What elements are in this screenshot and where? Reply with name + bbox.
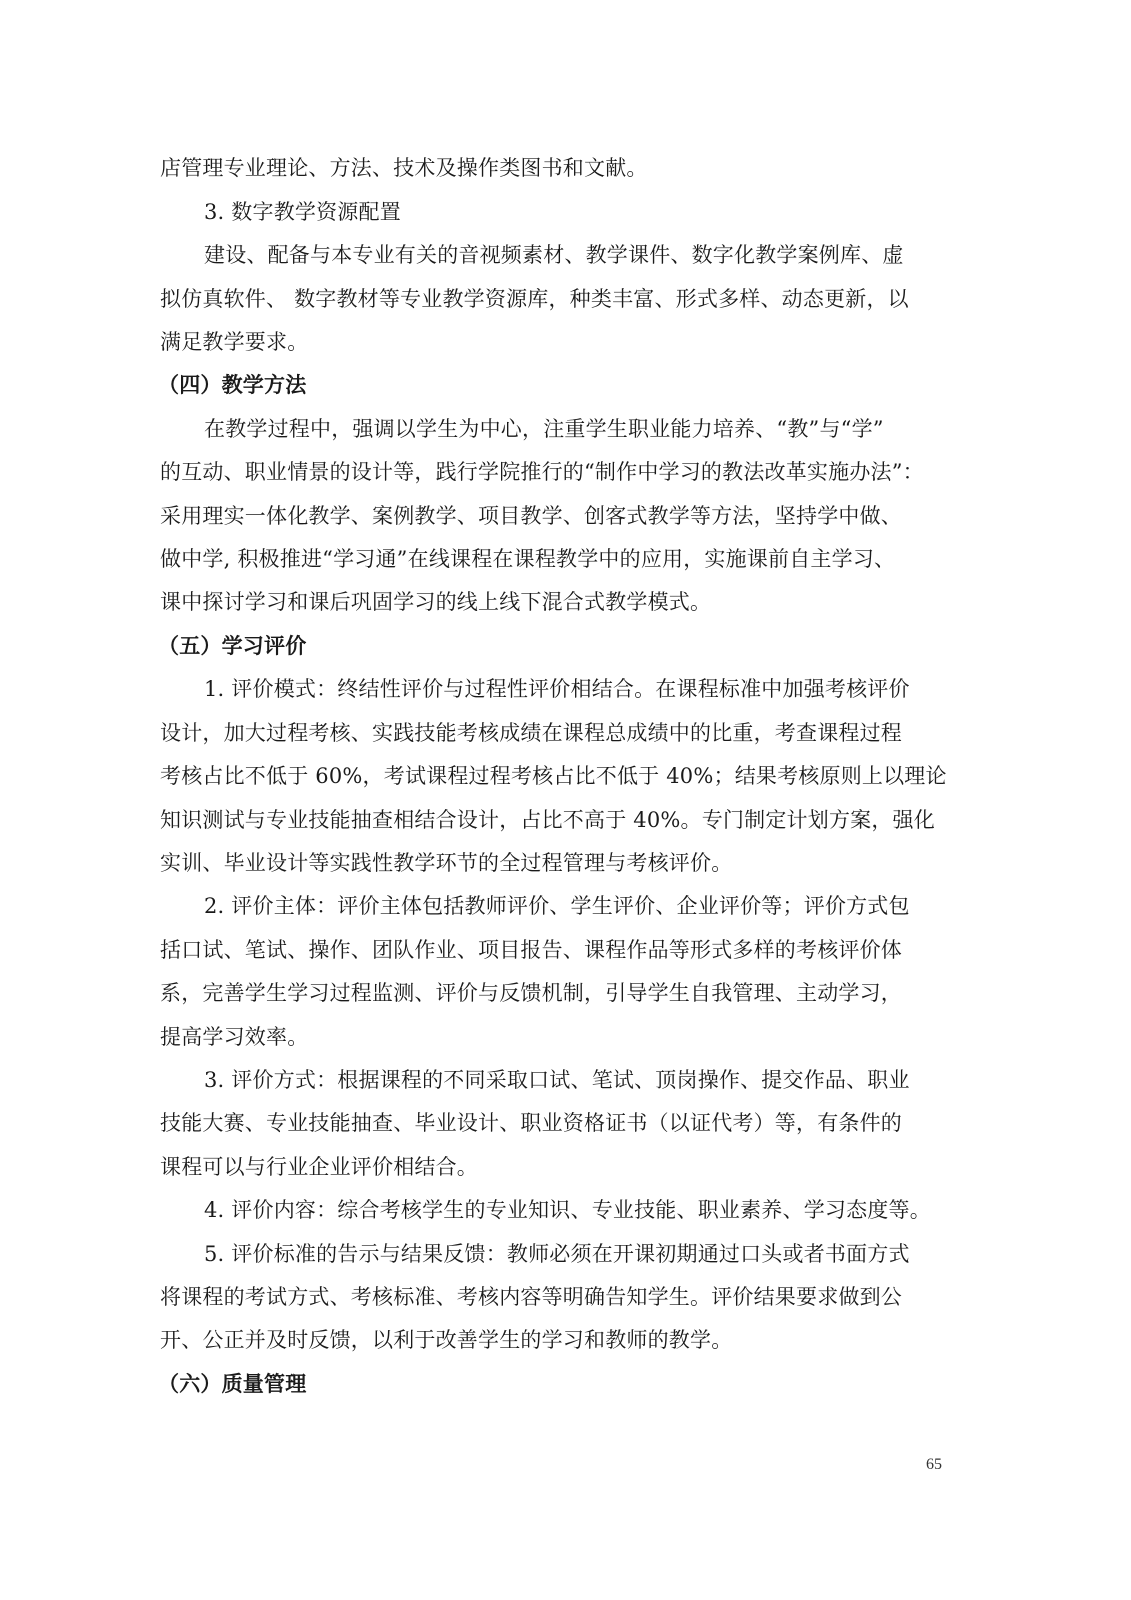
- paragraph-line: 在教学过程中，强调以学生为中心，注重学生职业能力培养、“教”与“学”: [204, 417, 884, 441]
- paragraph-line: 建设、配备与本专业有关的音视频素材、教学课件、数字化教学案例库、虚: [204, 243, 904, 267]
- paragraph-line: 将课程的考试方式、考核标准、考核内容等明确告知学生。评价结果要求做到公: [160, 1285, 902, 1309]
- page-number: 65: [926, 1456, 942, 1473]
- paragraph-line: 4. 评价内容：综合考核学生的专业知识、专业技能、职业素养、学习态度等。: [204, 1198, 931, 1222]
- paragraph-line: 考核占比不低于 60%，考试课程过程考核占比不低于 40%；结果考核原则上以理论: [160, 764, 947, 788]
- paragraph-line: 知识测试与专业技能抽查相结合设计，占比不高于 40%。专门制定计划方案，强化: [160, 808, 935, 832]
- section-heading: （六）质量管理: [158, 1372, 307, 1396]
- paragraph-line: 做中学, 积极推进“学习通”在线课程在课程教学中的应用，实施课前自主学习、: [160, 547, 896, 571]
- subsection-heading: 3. 数字教学资源配置: [204, 200, 401, 224]
- paragraph-line: 3. 评价方式：根据课程的不同采取口试、笔试、顶岗操作、提交作品、职业: [204, 1068, 910, 1092]
- paragraph-line: 系，完善学生学习过程监测、评价与反馈机制，引导学生自我管理、主动学习，: [160, 981, 902, 1005]
- section-heading: （四）教学方法: [158, 373, 307, 397]
- paragraph-line: 的互动、职业情景的设计等，践行学院推行的“制作中学习的教法改革实施办法”：: [160, 460, 924, 484]
- paragraph-line: 店管理专业理论、方法、技术及操作类图书和文献。: [160, 156, 648, 180]
- paragraph-line: 拟仿真软件、 数字教材等专业教学资源库，种类丰富、形式多样、动态更新，以: [160, 287, 909, 311]
- paragraph-line: 5. 评价标准的告示与结果反馈：教师必须在开课初期通过口头或者书面方式: [204, 1242, 910, 1266]
- paragraph-line: 采用理实一体化教学、案例教学、项目教学、创客式教学等方法，坚持学中做、: [160, 504, 902, 528]
- paragraph-line: 满足教学要求。: [160, 330, 309, 354]
- paragraph-line: 实训、毕业设计等实践性教学环节的全过程管理与考核评价。: [160, 851, 733, 875]
- paragraph-line: 开、公正并及时反馈，以利于改善学生的学习和教师的教学。: [160, 1328, 733, 1352]
- section-heading: （五）学习评价: [158, 634, 307, 658]
- paragraph-line: 2. 评价主体：评价主体包括教师评价、学生评价、企业评价等；评价方式包: [204, 894, 910, 918]
- paragraph-line: 课中探讨学习和课后巩固学习的线上线下混合式教学模式。: [160, 590, 712, 614]
- paragraph-line: 提高学习效率。: [160, 1025, 309, 1049]
- paragraph-line: 括口试、笔试、操作、团队作业、项目报告、课程作品等形式多样的考核评价体: [160, 938, 902, 962]
- paragraph-line: 设计，加大过程考核、实践技能考核成绩在课程总成绩中的比重，考查课程过程: [160, 721, 902, 745]
- paragraph-line: 1. 评价模式：终结性评价与过程性评价相结合。在课程标准中加强考核评价: [204, 677, 910, 701]
- paragraph-line: 课程可以与行业企业评价相结合。: [160, 1155, 478, 1179]
- paragraph-line: 技能大赛、专业技能抽查、毕业设计、职业资格证书（以证代考）等，有条件的: [160, 1111, 902, 1135]
